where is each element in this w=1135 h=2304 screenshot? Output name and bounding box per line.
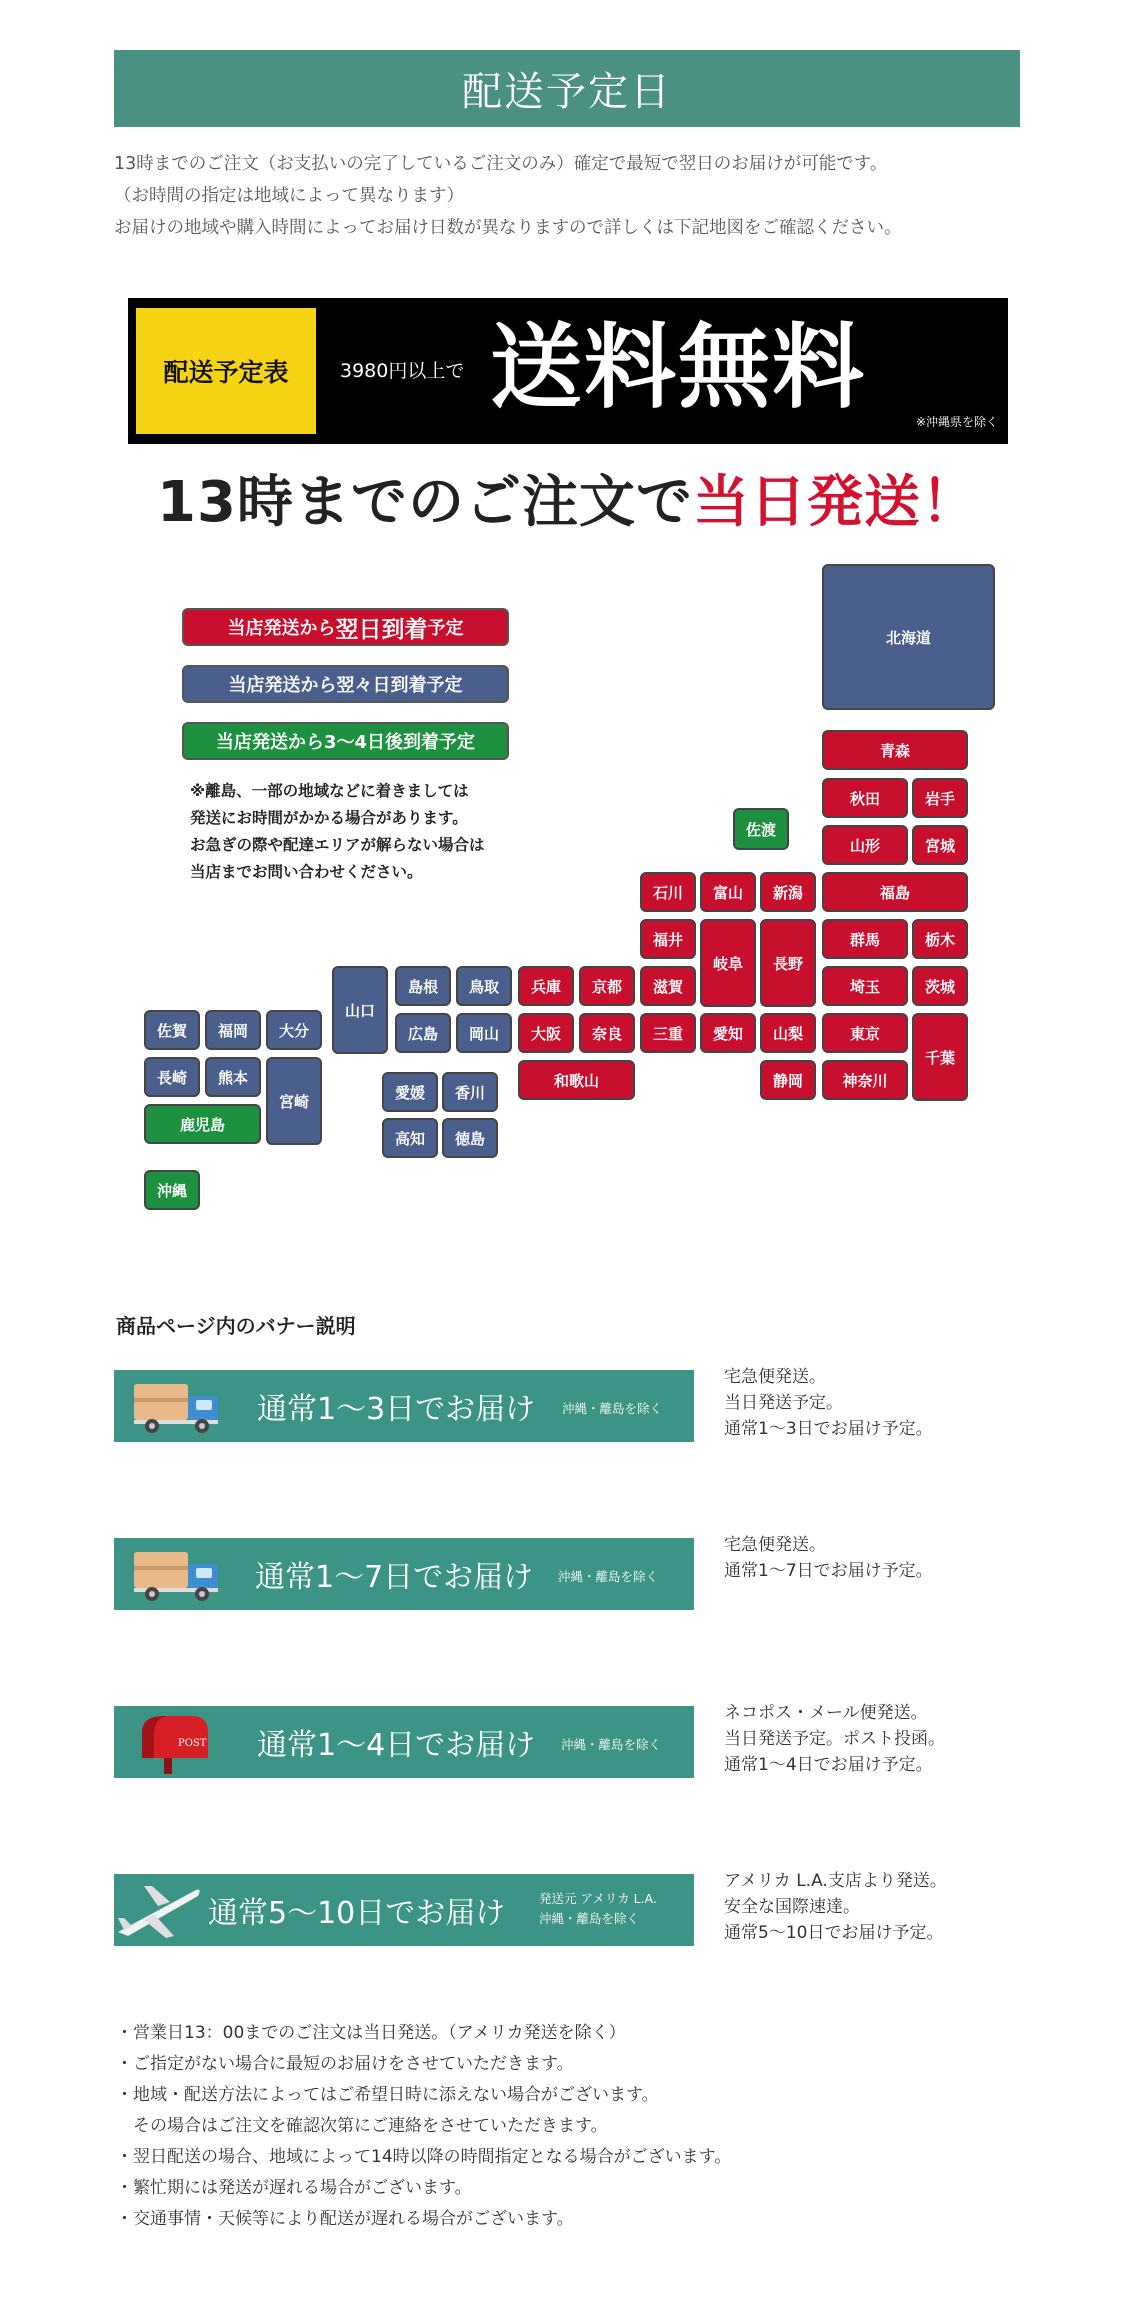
pref-sado: 佐渡 [733,808,789,850]
mailbox-icon [134,1710,214,1774]
delivery-table-label: 配送予定表 [136,308,316,434]
banner-1-3-days [114,1370,694,1442]
pref-tokyo: 東京 [822,1013,908,1053]
pref-okayama: 岡山 [456,1013,512,1053]
banner-desc-line: アメリカ L.A.支店より発送。 [724,1871,947,1891]
note-item: ・地域・配送方法によってはご希望日時に添えない場合がございます。 [116,2085,659,2105]
intro-text [114,148,1034,244]
pref-iwate: 岩手 [912,778,968,818]
pref-akita: 秋田 [822,778,908,818]
banner-title: 通常1～7日でお届け [255,1560,534,1595]
pref-mie: 三重 [640,1013,696,1053]
free-shipping-banner [128,298,1008,444]
banner-desc-line: 通常1～7日でお届け予定。 [724,1561,933,1581]
pref-niigata: 新潟 [760,872,816,912]
banner-exclusion: 沖縄・離島を除く [562,1401,663,1416]
note-item: ・翌日配送の場合、地域によって14時以降の時間指定となる場合がございます。 [116,2147,732,2167]
banner-desc-line: ネコポス・メール便発送。 [724,1703,928,1723]
pref-chiba: 千葉 [912,1013,968,1101]
banner-exclusion: 沖縄・離島を除く [561,1737,662,1752]
pref-kagawa: 香川 [442,1072,498,1112]
pref-fukuoka: 福岡 [205,1010,261,1050]
truck-icon [132,1546,224,1604]
airplane-icon [114,1880,202,1942]
banner-5-10-days [114,1874,694,1946]
pref-toyama: 富山 [700,872,756,912]
pref-ehime: 愛媛 [382,1072,438,1112]
pref-ishikawa: 石川 [640,872,696,912]
pref-tochigi: 栃木 [912,919,968,959]
pref-gifu: 岐阜 [700,919,756,1007]
pref-nara: 奈良 [579,1013,635,1053]
pref-shiga: 滋賀 [640,966,696,1006]
pref-tottori: 鳥取 [456,966,512,1006]
pref-saga: 佐賀 [144,1010,200,1050]
intro-line: お届けの地域や購入時間によってお届け日数が異なりますので詳しくは下記地図をご確認ください。 [114,218,902,238]
banner-ship-origin: 発送元 アメリカ L.A. [539,1891,657,1906]
banner-desc-line: 通常1～4日でお届け予定。 [724,1755,933,1775]
banner-desc-line: 宅急便発送。 [724,1367,826,1387]
pref-tokushima: 徳島 [442,1118,498,1158]
legend-two-day: 当店発送から翌々日到着予定 [182,665,509,703]
legend-note-line: 発送にお時間がかかる場合があります。 [190,809,468,827]
legend-three-four-day: 当店発送から3～4日後到着予定 [182,722,509,760]
minimum-amount: 3980円以上で [340,360,465,382]
pref-yamanashi: 山梨 [760,1013,816,1053]
banner-desc-line: 通常1～3日でお届け予定。 [724,1419,933,1439]
shipping-notes [116,2018,731,2235]
banner-section-title: 商品ページ内のバナー説明 [116,1314,356,1338]
intro-line: 13時までのご注文（お支払いの完了しているご注文のみ）確定で最短で翌日のお届けが可能です。 [114,154,888,174]
legend-next-day [182,608,509,646]
headline-part2: 当日発送！ [692,470,978,535]
pref-aichi: 愛知 [700,1013,756,1053]
banner-title: 通常1～4日でお届け [257,1728,536,1763]
pref-nagano: 長野 [760,919,816,1007]
page-title: 配送予定日 [114,50,1020,127]
banner-description [724,1532,933,1584]
pref-fukushima: 福島 [822,872,968,912]
pref-nagasaki: 長崎 [144,1057,200,1097]
pref-kyoto: 京都 [579,966,635,1006]
pref-shimane: 島根 [395,966,451,1006]
banner-1-7-days [114,1538,694,1610]
legend-next-day-big: 翌日到着 [335,616,428,643]
pref-yamagata: 山形 [822,825,908,865]
pref-yamaguchi: 山口 [332,966,388,1054]
post-label: POST [178,1738,207,1749]
pref-fukui: 福井 [640,919,696,959]
pref-kanagawa: 神奈川 [822,1060,908,1100]
pref-hokkaido: 北海道 [822,564,995,710]
legend-note [190,778,485,886]
pref-aomori: 青森 [822,730,968,770]
legend-next-day-prefix: 当店発送から [227,618,336,639]
pref-kochi: 高知 [382,1118,438,1158]
banner-1-4-days [114,1706,694,1778]
banner-desc-line: 宅急便発送。 [724,1535,826,1555]
banner-desc-line: 通常5～10日でお届け予定。 [724,1923,944,1943]
banner-desc-line: 当日発送予定。ポスト投函。 [724,1729,945,1749]
banner-description [724,1364,933,1442]
legend-note-line: ※離島、一部の地域などに着きましては [190,782,469,800]
pref-okinawa: 沖縄 [144,1170,200,1210]
note-item: ・繁忙期には発送が遅れる場合がございます。 [116,2178,472,2198]
note-item: ・交通事情・天候等により配送が遅れる場合がございます。 [116,2209,574,2229]
pref-saitama: 埼玉 [822,966,908,1006]
pref-kagoshima: 鹿児島 [144,1104,261,1144]
banner-exclusion: 沖縄・離島を除く [558,1569,659,1584]
headline-part1: 13時までのご注文で [157,470,693,535]
note-item: その場合はご注文を確認次第にご連絡をさせていただきます。 [116,2116,608,2136]
truck-icon [132,1378,224,1436]
pref-hiroshima: 広島 [395,1013,451,1053]
legend-next-day-suffix: 予定 [427,618,464,639]
pref-gunma: 群馬 [822,919,908,959]
pref-oita: 大分 [266,1010,322,1050]
pref-ibaraki: 茨城 [912,966,968,1006]
note-item: ・営業日13：00までのご注文は当日発送。（アメリカ発送を除く） [116,2023,626,2043]
okinawa-exception: ※沖縄県を除く [915,415,998,429]
banner-desc-line: 安全な国際速達。 [724,1897,860,1917]
legend-note-line: 当店までお問い合わせください。 [190,863,423,881]
pref-osaka: 大阪 [518,1013,574,1053]
pref-hyogo: 兵庫 [518,966,574,1006]
pref-kumamoto: 熊本 [205,1057,261,1097]
banner-desc-line: 当日発送予定。 [724,1393,843,1413]
pref-shizuoka: 静岡 [760,1060,816,1100]
banner-title: 通常5～10日でお届け [208,1896,506,1931]
same-day-headline [0,458,1135,538]
banner-description [724,1700,945,1778]
pref-miyazaki: 宮崎 [266,1057,322,1145]
intro-line: （お時間の指定は地域によって異なります） [114,186,464,206]
pref-miyagi: 宮城 [912,825,968,865]
legend-note-line: お急ぎの際や配達エリアが解らない場合は [190,836,485,854]
free-shipping-text: 送料無料 [490,314,867,421]
banner-exclusion: 沖縄・離島を除く [539,1911,640,1926]
note-item: ・ご指定がない場合に最短のお届けをさせていただきます。 [116,2054,574,2074]
banner-title: 通常1～3日でお届け [257,1392,536,1427]
pref-wakayama: 和歌山 [518,1060,635,1100]
banner-description [724,1868,947,1946]
